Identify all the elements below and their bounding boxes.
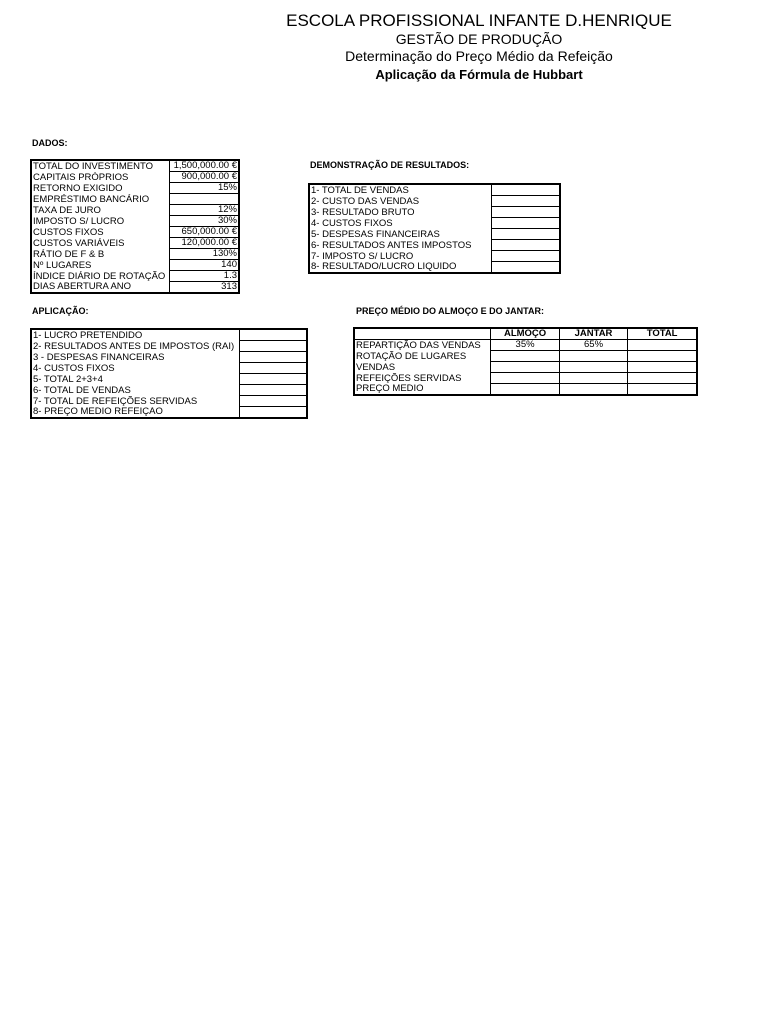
table-row xyxy=(309,196,560,207)
table-row xyxy=(31,374,307,385)
preco-medio-table xyxy=(353,327,698,396)
table-row xyxy=(354,362,697,373)
preco-medio-total-cell[interactable] xyxy=(628,362,697,373)
dados-value[interactable]: 30% xyxy=(170,216,239,227)
table-row xyxy=(31,396,307,407)
dados-table xyxy=(30,159,240,294)
preco-medio-almoco-cell[interactable] xyxy=(491,373,560,384)
aplicacao-value-cell[interactable] xyxy=(240,385,307,396)
aplicacao-value-cell[interactable] xyxy=(240,329,307,341)
table-row xyxy=(309,229,560,240)
dados-label: CAPITAIS PRÓPRIOS xyxy=(33,171,129,183)
col-jantar: JANTAR xyxy=(559,328,627,340)
preco-medio-total-cell[interactable] xyxy=(628,351,697,362)
demonstracao-value-cell[interactable] xyxy=(492,262,560,274)
table-row xyxy=(31,271,239,282)
table-row xyxy=(31,227,239,238)
aplicacao-label: 7- TOTAL DE REFEIÇÕES SERVIDAS xyxy=(33,395,198,407)
dados-label: TAXA DE JURO xyxy=(33,204,101,216)
table-row xyxy=(309,240,560,251)
topic-title: Determinação do Preço Médio da Refeição xyxy=(345,48,613,64)
aplicacao-label: 5- TOTAL 2+3+4 xyxy=(33,373,103,385)
school-name: ESCOLA PROFISSIONAL INFANTE D.HENRIQUE xyxy=(286,11,672,30)
dados-value[interactable]: 15% xyxy=(170,183,239,194)
demonstracao-label: 6- RESULTADOS ANTES IMPOSTOS xyxy=(311,239,472,251)
table-row xyxy=(31,329,307,341)
aplicacao-label: 8- PREÇO MÉDIO REFEIÇÃO xyxy=(33,406,163,417)
preco-medio-total-cell[interactable] xyxy=(628,340,697,351)
dados-label: EMPRÉSTIMO BANCÁRIO xyxy=(33,193,150,205)
aplicacao-label: 1- LUCRO PRETENDIDO xyxy=(33,329,143,341)
aplicacao-label: 4- CUSTOS FIXOS xyxy=(33,362,115,374)
table-row xyxy=(31,194,239,205)
dados-label: TOTAL DO INVESTIMENTO xyxy=(33,160,153,172)
aplicacao-value-cell[interactable] xyxy=(240,407,307,419)
table-row xyxy=(31,160,239,172)
table-row xyxy=(309,262,560,274)
demonstracao-label: 7- IMPOSTO S/ LUCRO xyxy=(311,250,414,262)
dados-value[interactable]: 900,000.00 € xyxy=(170,172,239,183)
table-row xyxy=(31,385,307,396)
aplicacao-value-cell[interactable] xyxy=(240,374,307,385)
dados-value[interactable]: 1.3 xyxy=(170,271,239,282)
demonstracao-value-cell[interactable] xyxy=(492,229,560,240)
table-row xyxy=(31,407,307,419)
table-row xyxy=(31,216,239,227)
table-row xyxy=(31,238,239,249)
table-row xyxy=(354,373,697,384)
dados-value[interactable]: 1,500,000.00 € xyxy=(170,160,239,172)
aplicacao-table xyxy=(30,328,308,419)
col-almoco: ALMOÇO xyxy=(491,328,560,340)
preco-medio-jantar-cell[interactable] xyxy=(559,351,627,362)
preco-medio-total-cell[interactable] xyxy=(628,373,697,384)
dados-label: DIAS ABERTURA ANO xyxy=(33,281,132,292)
preco-medio-label: REPARTIÇÃO DAS VENDAS xyxy=(356,339,481,351)
dados-value[interactable] xyxy=(170,194,239,205)
preco-medio-total-cell[interactable] xyxy=(628,384,697,396)
dados-label: Nº LUGARES xyxy=(33,259,92,271)
demonstracao-label: 3- RESULTADO BRUTO xyxy=(311,206,415,218)
demonstracao-label: 4- CUSTOS FIXOS xyxy=(311,217,393,229)
preco-medio-almoco-cell[interactable] xyxy=(491,384,560,396)
demonstracao-title: DEMONSTRAÇÃO DE RESULTADOS: xyxy=(310,160,470,170)
table-row xyxy=(31,341,307,352)
demonstracao-value-cell[interactable] xyxy=(492,218,560,229)
table-row xyxy=(31,352,307,363)
aplicacao-label: 2- RESULTADOS ANTES DE IMPOSTOS (RAI) xyxy=(33,340,235,352)
demonstracao-label: 5- DESPESAS FINANCEIRAS xyxy=(311,228,440,240)
preco-medio-jantar-cell[interactable]: 65% xyxy=(559,340,627,351)
aplicacao-label: 3 - DESPESAS FINANCEIRAS xyxy=(33,351,165,363)
table-row xyxy=(354,340,697,351)
demonstracao-value-cell[interactable] xyxy=(492,251,560,262)
table-row xyxy=(31,363,307,374)
preco-medio-label: VENDAS xyxy=(356,361,396,373)
table-row xyxy=(31,183,239,194)
preco-medio-label: REFEIÇÕES SERVIDAS xyxy=(356,372,462,384)
table-row xyxy=(309,184,560,196)
table-row xyxy=(309,218,560,229)
preco-medio-label: ROTAÇÃO DE LUGARES xyxy=(356,350,467,362)
dados-value[interactable]: 140 xyxy=(170,260,239,271)
table-row xyxy=(31,172,239,183)
preco-medio-label: PREÇO MÉDIO xyxy=(356,383,424,394)
demonstracao-value-cell[interactable] xyxy=(492,184,560,196)
dados-label: CUSTOS VARIÁVEIS xyxy=(33,237,125,249)
dados-value[interactable]: 313 xyxy=(170,282,239,294)
preco-medio-almoco-cell[interactable] xyxy=(491,362,560,373)
demonstracao-label: 2- CUSTO DAS VENDAS xyxy=(311,195,420,207)
preco-medio-almoco-cell[interactable]: 35% xyxy=(491,340,560,351)
dados-label: ÍNDICE DIÁRIO DE ROTAÇÃO xyxy=(33,270,166,282)
dados-value[interactable]: 120,000.00 € xyxy=(170,238,239,249)
table-row xyxy=(31,249,239,260)
dados-label: CUSTOS FIXOS xyxy=(33,226,104,238)
table-row xyxy=(31,282,239,294)
aplicacao-value-cell[interactable] xyxy=(240,363,307,374)
dados-value[interactable]: 650,000.00 € xyxy=(170,227,239,238)
aplicacao-label: 6- TOTAL DE VENDAS xyxy=(33,384,131,396)
dados-value[interactable]: 130% xyxy=(170,249,239,260)
method-title: Aplicação da Fórmula de Hubbart xyxy=(375,67,583,82)
dados-label: RÁTIO DE F & B xyxy=(33,248,105,260)
dados-label: RETORNO EXIGIDO xyxy=(33,182,123,194)
preco-medio-almoco-cell[interactable] xyxy=(491,351,560,362)
demonstracao-label: 1- TOTAL DE VENDAS xyxy=(311,184,409,196)
table-row xyxy=(31,260,239,271)
dados-value[interactable]: 12% xyxy=(170,205,239,216)
demonstracao-value-cell[interactable] xyxy=(492,207,560,218)
demonstracao-label: 8- RESULTADO/LUCRO LÍQUIDO xyxy=(311,261,457,272)
aplicacao-value-cell[interactable] xyxy=(240,352,307,363)
demonstracao-value-cell[interactable] xyxy=(492,240,560,251)
table-row xyxy=(354,384,697,396)
demonstracao-value-cell[interactable] xyxy=(492,196,560,207)
aplicacao-value-cell[interactable] xyxy=(240,396,307,407)
col-total: TOTAL xyxy=(628,328,697,340)
preco-medio-jantar-cell[interactable] xyxy=(559,373,627,384)
dados-label: IMPOSTO S/ LUCRO xyxy=(33,215,125,227)
table-row xyxy=(309,251,560,262)
aplicacao-value-cell[interactable] xyxy=(240,341,307,352)
aplicacao-title: APLICAÇÃO: xyxy=(32,306,89,316)
table-row xyxy=(31,205,239,216)
preco-medio-jantar-cell[interactable] xyxy=(559,362,627,373)
table-row xyxy=(309,207,560,218)
dados-title: DADOS: xyxy=(32,138,68,148)
preco-medio-jantar-cell[interactable] xyxy=(559,384,627,396)
table-row xyxy=(354,351,697,362)
subject-title: GESTÃO DE PRODUÇÃO xyxy=(395,31,563,47)
demonstracao-table xyxy=(308,183,561,274)
preco-medio-title: PREÇO MÉDIO DO ALMOÇO E DO JANTAR: xyxy=(356,306,545,316)
